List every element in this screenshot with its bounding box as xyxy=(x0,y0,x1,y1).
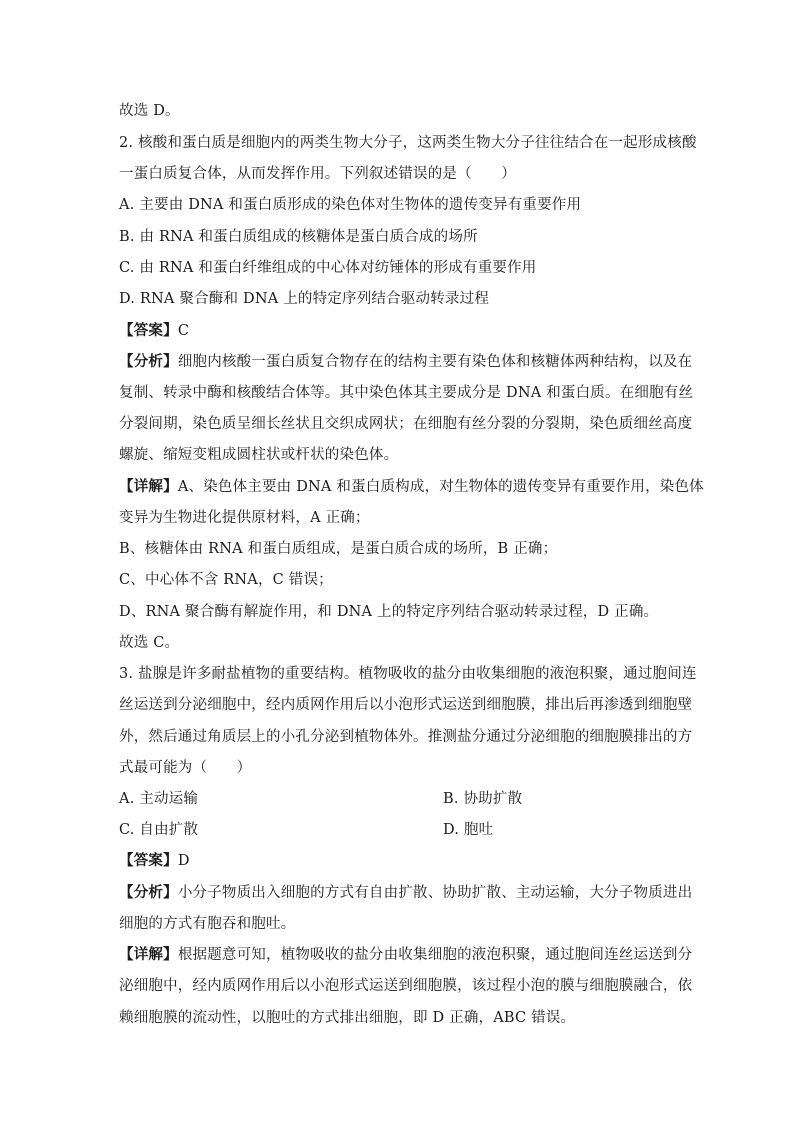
question-3-option-b: B. 协助扩散 xyxy=(443,791,523,807)
question-2-stem: 2. 核酸和蛋白质是细胞内的两类生物大分子，这两类生物大分子往往结合在一起形成核酸 xyxy=(119,135,697,151)
question-3-stem-cont: 丝运送到分泌细胞中，经内质网作用后以小泡形式运送到细胞膜，排出后再渗透到细胞壁 xyxy=(119,697,693,713)
text-line: 变异为生物进化提供原材料，A 正确； xyxy=(119,510,370,526)
question-3-stem-cont: 外，然后通过角质层上的小孔分泌到植物体外。推测盐分通过分泌细胞的细胞膜排出的方 xyxy=(119,729,693,745)
detail-line: 【详解】A、染色体主要由 DNA 和蛋白质构成，对生物体的遗传变异有重要作用，染色体 xyxy=(119,478,704,495)
text-line: D、RNA 聚合酶有解旋作用，和 DNA 上的特定序列结合驱动转录过程，D 正确。 xyxy=(119,604,659,620)
text-line: 泌细胞中，经内质网作用后以小泡形式运送到细胞膜，该过程小泡的膜与细胞膜融合，依 xyxy=(119,978,693,994)
detail-line: 【详解】根据题意可知，植物吸收的盐分由收集细胞的液泡积聚，通过胞间连丝运送到分 xyxy=(119,946,693,963)
answer-label: 【答案】 xyxy=(119,322,178,339)
answer-label: 【答案】 xyxy=(119,852,178,869)
text-line: 复制、转录中酶和核酸结合体等。其中染色体其主要成分是 DNA 和蛋白质。在细胞有丝 xyxy=(119,385,694,401)
text-line: 故选 C。 xyxy=(119,635,180,651)
analysis-label: 【分析】 xyxy=(119,353,178,370)
detail-label: 【详解】 xyxy=(119,946,178,963)
analysis-label: 【分析】 xyxy=(119,884,178,901)
text-line: 细胞的方式有胞吞和胞吐。 xyxy=(119,916,296,932)
text-line: 故选 D。 xyxy=(119,103,180,119)
question-2-option-a: A. 主要由 DNA 和蛋白质形成的染色体对生物体的遗传变异有重要作用 xyxy=(119,197,582,213)
question-3-option-a: A. 主动运输 xyxy=(119,791,199,807)
question-3-option-c: C. 自由扩散 xyxy=(119,822,199,838)
question-3-option-d: D. 胞吐 xyxy=(443,822,494,838)
text-line: 螺旋、缩短变粗成圆柱状或杆状的染色体。 xyxy=(119,447,399,463)
answer-line: 【答案】D xyxy=(119,852,190,869)
question-2-stem-cont: 一蛋白质复合体，从而发挥作用。下列叙述错误的是（ ） xyxy=(119,166,516,182)
question-2-option-c: C. 由 RNA 和蛋白纤维组成的中心体对纺锤体的形成有重要作用 xyxy=(119,260,537,276)
analysis-line: 【分析】小分子物质出入细胞的方式有自由扩散、协助扩散、主动运输，大分子物质进出 xyxy=(119,884,693,901)
question-3-stem: 3. 盐腺是许多耐盐植物的重要结构。植物吸收的盐分由收集细胞的液泡积聚，通过胞间连 xyxy=(119,666,697,682)
question-2-option-b: B. 由 RNA 和蛋白质组成的核糖体是蛋白质合成的场所 xyxy=(119,229,478,245)
question-2-option-d: D. RNA 聚合酶和 DNA 上的特定序列结合驱动转录过程 xyxy=(119,291,490,307)
text-line: C、中心体不含 RNA，C 错误； xyxy=(119,572,333,588)
detail-label: 【详解】 xyxy=(119,478,178,495)
analysis-line: 【分析】细胞内核酸一蛋白质复合物存在的结构主要有染色体和核糖体两种结构，以及在 xyxy=(119,353,693,370)
text-line: 分裂间期，染色质呈细长丝状且交织成网状；在细胞有丝分裂的分裂期，染色质细丝高度 xyxy=(119,416,693,432)
question-3-stem-cont: 式最可能为（ ） xyxy=(119,760,252,776)
text-line: 赖细胞膜的流动性，以胞吐的方式排出细胞，即 D 正确，ABC 错误。 xyxy=(119,1010,576,1026)
answer-line: 【答案】C xyxy=(119,322,190,339)
text-line: B、核糖体由 RNA 和蛋白质组成，是蛋白质合成的场所，B 正确； xyxy=(119,541,558,557)
